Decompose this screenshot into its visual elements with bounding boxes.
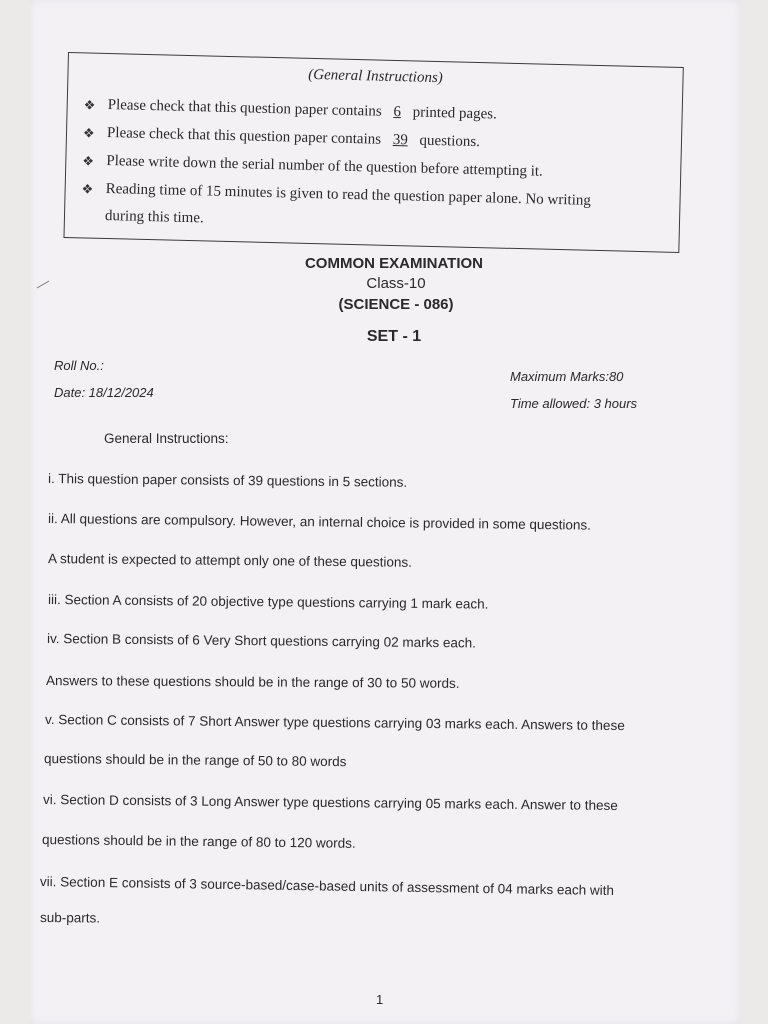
instruction-line: A student is expected to attempt only one of these questions. [47,551,413,570]
diamond-bullet-icon: ❖ [83,97,96,113]
instruction-text: Reading time of 15 minutes is given to read the question paper alone. No writing [105,180,592,209]
instruction-line: vi. Section D consists of 3 Long Answer type questions carrying 05 marks each. Answer to these [42,792,618,814]
instruction-line: questions should be in the range of 50 to 80 words [43,751,347,770]
maximum-marks: Maximum Marks:80 [510,369,624,384]
subject-label: (SCIENCE - 086) [338,296,454,313]
instruction-line: iii. Section A consists of 20 objective type questions carrying 1 mark each. [47,592,489,612]
instruction-line: questions should be in the range of 80 to 120 words. [41,832,356,851]
instruction-line: Answers to these questions should be in the range of 30 to 50 words. [45,673,460,691]
set-label: SET - 1 [366,328,422,345]
instruction-line: v. Section C consists of 7 Short Answer type questions carrying 03 marks each. Answers to these [44,712,625,734]
general-instructions-heading: General Instructions: [104,431,229,446]
paper-sheet [30,0,740,1024]
diamond-bullet-icon: ❖ [82,153,95,169]
questions-count-value: 39 [392,131,408,149]
instruction-text: Please check that this question paper contains [106,124,382,148]
pen-mark [37,281,50,289]
class-label: Class-10 [366,275,426,292]
instruction-line: i. This question paper consists of 39 questions in 5 sections. [47,471,408,490]
instruction-line: sub-parts. [39,910,101,926]
instruction-text: printed pages. [412,104,498,123]
page-number: 1 [376,992,384,1007]
diamond-bullet-icon: ❖ [82,125,95,141]
time-allowed: Time allowed: 3 hours [510,396,638,411]
instruction-text: questions. [419,132,481,151]
roll-number-label: Roll No.: [54,358,104,373]
instruction-text: during this time. [104,207,204,227]
exam-title: COMMON EXAMINATION [304,255,484,272]
instruction-text: Please check that this question paper contains [107,96,382,120]
diamond-bullet-icon: ❖ [81,181,94,197]
instruction-text: Please write down the serial number of the question before attempting it. [106,152,543,180]
instruction-line: ii. All questions are compulsory. However, an internal choice is provided in some questions. [47,511,592,533]
instruction-line: vii. Section E consists of 3 source-based/case-based units of assessment of 04 marks each with [39,874,615,899]
instructions-box [63,52,683,253]
pages-count-value: 6 [393,103,402,121]
instruction-line: iv. Section B consists of 6 Very Short questions carrying 02 marks each. [46,631,477,651]
instructions-box-title: (General Instructions) [308,66,443,87]
exam-date: Date: 18/12/2024 [54,385,154,400]
